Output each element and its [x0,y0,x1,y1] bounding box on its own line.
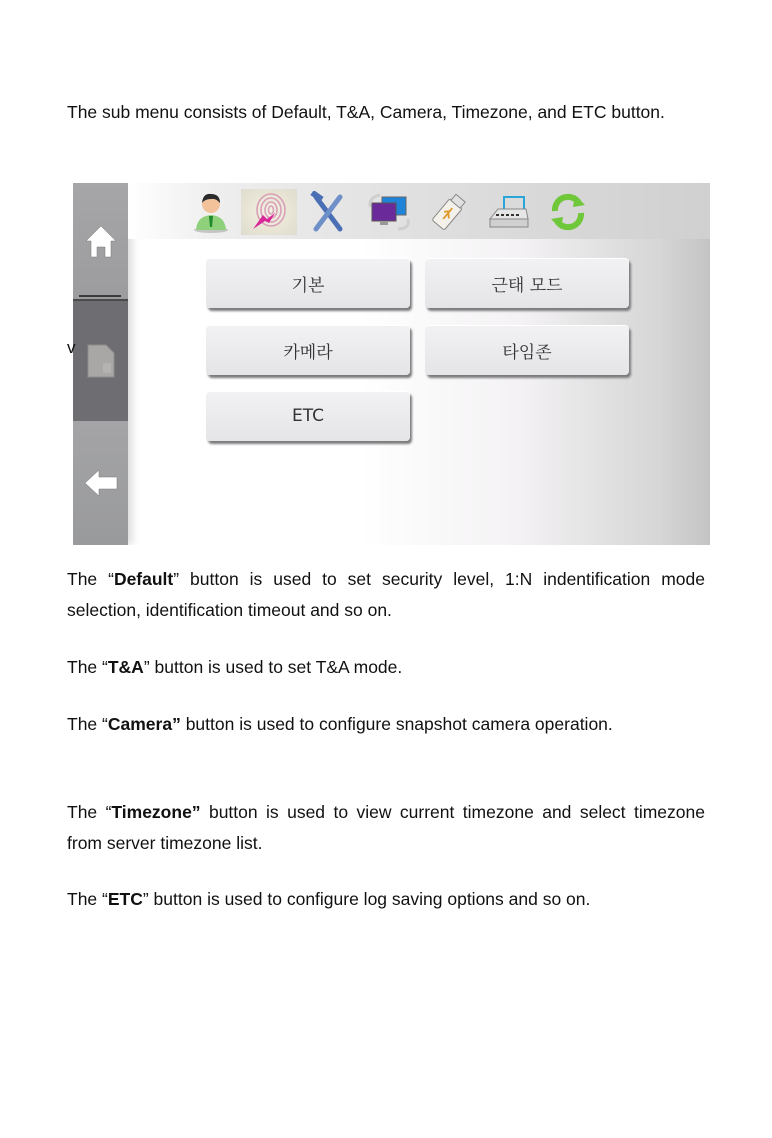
monitor-sync-icon [366,191,412,233]
usb-drive-icon [429,191,469,233]
tools-icon [308,191,348,233]
back-button[interactable] [73,421,128,545]
bold-term: Timezone” [111,802,201,822]
text: button is used to configure snapshot camera operation. [180,714,613,734]
sidebar [73,183,128,545]
home-button[interactable] [73,183,128,299]
display-button[interactable] [361,189,417,235]
timezone-description [67,797,705,859]
network-button[interactable] [481,189,537,235]
text: ” button is used to configure log saving options and so on. [142,889,591,909]
etc-description [67,884,705,915]
user-icon [191,190,231,234]
etc-button[interactable]: ETC [206,391,410,441]
refresh-button[interactable] [540,189,596,235]
bold-term: ETC [107,889,143,909]
bold-term: Camera” [107,714,181,734]
tools-button[interactable] [300,189,356,235]
usb-button[interactable] [421,189,477,235]
camera-button[interactable]: 카메라 [206,325,410,375]
default-button[interactable]: 기본 [206,258,410,308]
text: The “ [67,714,108,734]
text: The “ [67,569,114,589]
top-icon-bar [128,183,710,239]
text: The “ [67,889,108,909]
timezone-button[interactable]: 타임존 [425,325,629,375]
ta-mode-button[interactable]: 근태 모드 [425,258,629,308]
home-icon [84,223,118,259]
fingerprint-button[interactable] [241,189,297,235]
arrow-left-icon [83,468,119,498]
default-description [67,564,705,626]
text: The “ [67,657,108,677]
stray-text: v [67,338,76,357]
save-button[interactable] [73,299,128,423]
text: ” button is used to set T&A mode. [143,657,403,677]
user-button[interactable] [183,189,239,235]
text: ” button is used to set security level, 1:N indentification mode selection, identification timeout and so on. [67,569,705,620]
text: button is used to view current timezone and select timezone from server timezone list. [67,802,705,853]
text: The “ [67,802,112,822]
bold-term: T&A [107,657,144,677]
device-screenshot [73,183,710,545]
ta-description [67,652,705,683]
network-switch-icon [486,191,532,233]
refresh-icon [547,191,589,233]
fingerprint-icon [249,191,289,233]
divider [79,295,121,297]
intro-paragraph: The sub menu consists of Default, T&A, Camera, Timezone, and ETC button. [67,102,665,122]
bold-term: Default [113,569,174,589]
camera-description [67,709,705,740]
floppy-disk-icon [86,343,116,379]
